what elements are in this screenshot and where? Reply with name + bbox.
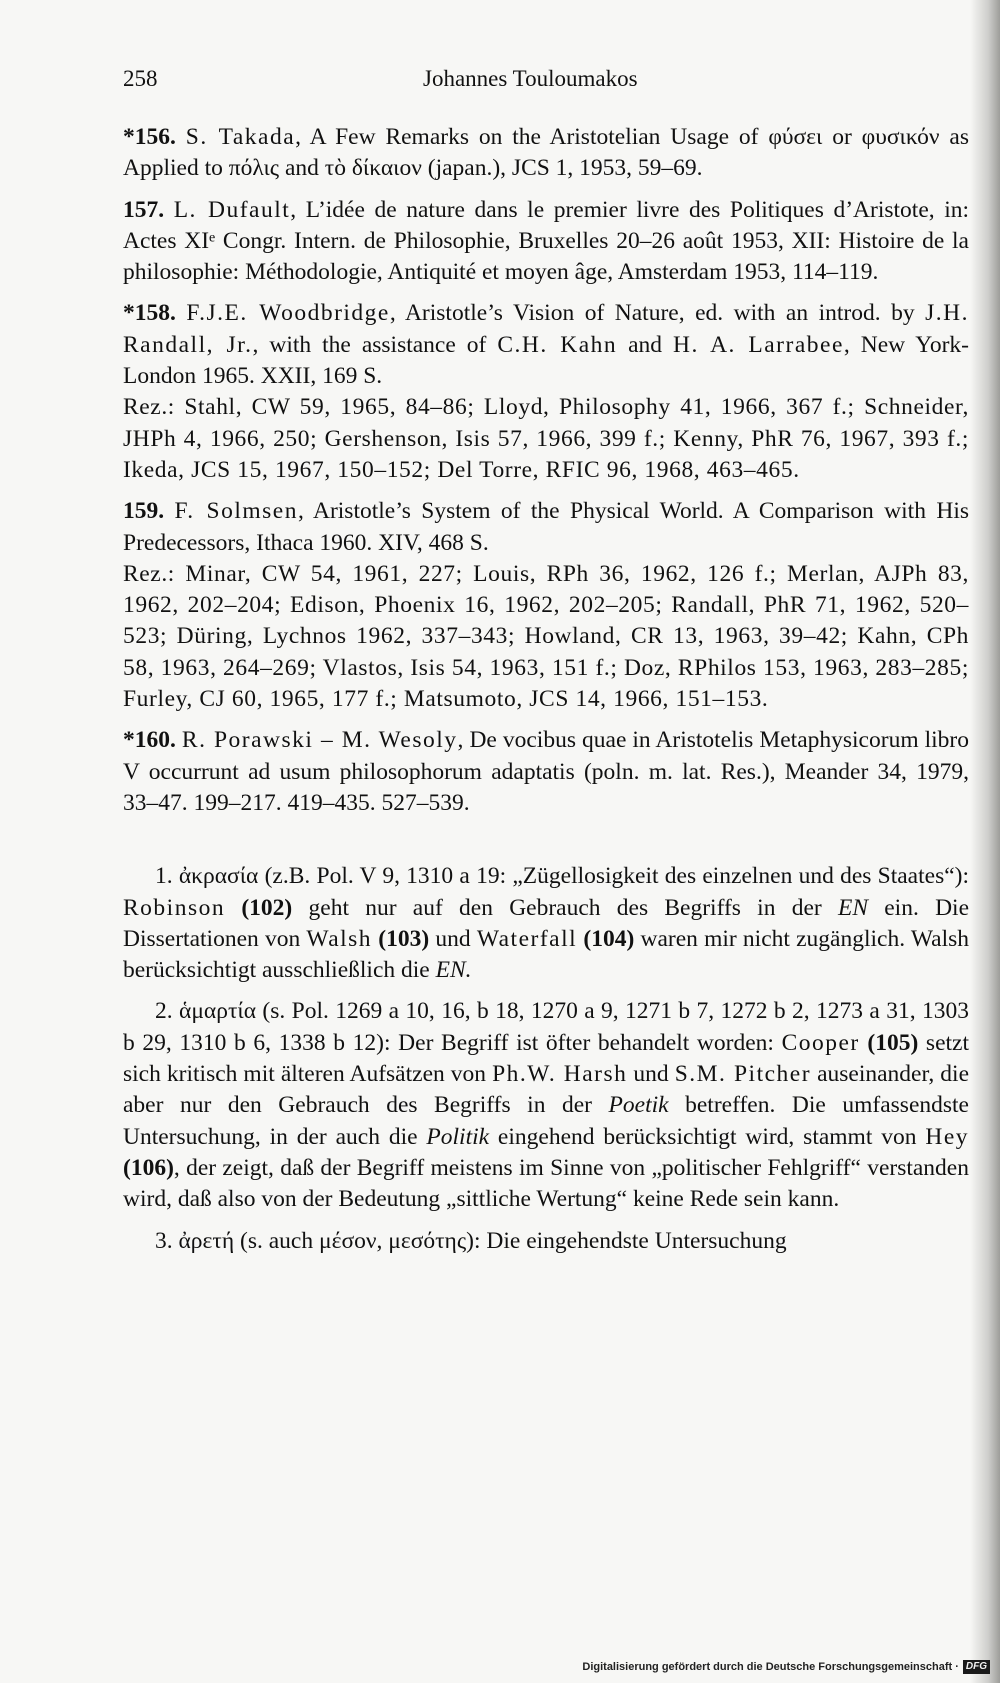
para-text: ein. Die Dissertationen von: [123, 894, 970, 952]
entry-number: 159.: [123, 498, 165, 525]
cited-author: Walsh: [306, 925, 373, 952]
entry-author: F. Solmsen: [174, 498, 298, 525]
entry-text: , Aristotle’s Vision of Nature, ed. with an introd. by: [389, 300, 926, 327]
work-title: EN: [837, 894, 868, 921]
bib-entry-159: [123, 496, 969, 559]
entry-reviews: Rez.: Stahl, CW 59, 1965, 84–86; Lloyd, Philosophy 41, 1966, 367 f.; Schneider, JHPh 4, 1966, 250; Gershenson, Isis 57, 1966, 399 f.; Kenny, PhR 76, 1967, 393 f.; Ikeda, JCS 15, 1967, 150–152; Del Torre, RFIC 96, 1968, 463–465.: [123, 394, 969, 483]
running-header: [123, 66, 973, 96]
ref-number: (103): [372, 925, 430, 952]
running-head-author: Johannes Touloumakos: [423, 66, 638, 91]
cited-author: Hey: [925, 1123, 970, 1150]
page-body: [123, 122, 969, 1267]
entry-text: and: [617, 331, 674, 358]
para-text: und: [429, 925, 477, 952]
entry-text: , De vocibus quae in Aristotelis Metaphysicorum libro V occurrunt ad usum philosophorum adaptatis (poln. m. lat. Res.), Meander 34, 1979, 33–47. 199–217. 419–435. 527–539.: [123, 727, 970, 816]
ref-number: (104): [577, 925, 635, 952]
para-text: 1. ἀκρασία (z.B. Pol. V 9, 1310 a 19: „Zügellosigkeit des einzelnen und des Staates“):: [155, 863, 969, 890]
entry-text: , A Few Remarks on the Aristotelian Usage of φύσει or φυσικόν as Applied to πόλις and τὸ δίκαιον (japan.), JCS 1, 1953, 59–69.: [123, 124, 970, 182]
commentary-paragraph-1: [123, 861, 969, 986]
para-text: 2. ἁμαρτία (s. Pol. 1269 a 10, 16, b 18, 1270 a 9, 1271 b 7, 1272 b 2, 1273 a 31, 1303 b 29, 1310 b 6, 1338 b 12): Der Begriff ist öfter behandelt worden:: [123, 998, 969, 1056]
entry-author: L. Dufault: [173, 196, 291, 223]
ref-number: (105): [859, 1029, 919, 1056]
entry-text: , L’idée de nature dans le premier livre des Politiques d’Aristote, in: Actes XIᵉ Congr. Intern. de Philosophie, Bruxelles 20–26 août 1953, XII: Histoire de la philosophie: Méthodologie, Antiquité et moyen âge, Amsterdam 1953, 114–119.: [123, 196, 969, 286]
entry-contributor: H. A. Larrabee: [673, 331, 844, 358]
digitization-credit: [582, 1659, 990, 1675]
cited-author: Robinson: [123, 894, 226, 921]
entry-author: R. Porawski – M. Wesoly: [181, 727, 458, 754]
bib-entry-156: [123, 122, 969, 185]
entry-author: F.J.E. Woodbridge: [186, 300, 390, 327]
work-title: EN.: [435, 957, 472, 984]
cited-author: Cooper: [781, 1029, 860, 1056]
para-text: geht nur auf den Gebrauch des Begriffs in der: [292, 894, 838, 921]
entry-number: *156.: [123, 124, 176, 150]
para-text: waren mir nicht zugänglich. Walsh berücksichtigt ausschließlich die: [123, 925, 970, 984]
ref-number: (102): [225, 894, 293, 921]
entry-text: , New York-London 1965. XXII, 169 S.: [123, 331, 969, 390]
dfg-logo: DFG: [963, 1660, 990, 1674]
work-title: Poetik: [608, 1092, 669, 1119]
entry-text: , with the assistance of: [252, 331, 498, 358]
entry-contributor: C.H. Kahn: [497, 331, 618, 358]
entry-number: 157.: [123, 196, 165, 223]
para-text: und: [627, 1061, 675, 1088]
commentary-paragraph-2: [123, 996, 969, 1215]
work-title: Politik: [426, 1123, 490, 1150]
para-text: auseinander, die aber nur den Gebrauch des Begriffs in der: [123, 1061, 970, 1119]
entry-number: *158.: [123, 300, 176, 327]
page-spine-shadow: [970, 0, 1000, 1683]
entry-text: , Aristotle’s System of the Physical World. A Comparison with His Predecessors, Ithaca 1960. XIV, 468 S.: [123, 498, 970, 556]
para-text: 3. ἀρετή (s. auch μέσον, μεσότης): Die eingehendste Untersuchung: [155, 1227, 787, 1254]
ref-number: (106): [123, 1154, 174, 1181]
page-number: 258: [123, 66, 158, 91]
para-text: eingehend berücksichtigt wird, stammt von: [489, 1123, 926, 1150]
cited-author: Ph.W. Harsh: [492, 1061, 628, 1088]
para-text: setzt sich kritisch mit älteren Aufsätzen von: [123, 1029, 969, 1088]
bib-entry-160: [123, 725, 969, 819]
cited-author: Waterfall: [476, 925, 578, 952]
entry-reviews: Rez.: Minar, CW 54, 1961, 227; Louis, RPh 36, 1962, 126 f.; Merlan, AJPh 83, 1962, 202–204; Edison, Phoenix 16, 1962, 202–205; Randall, PhR 71, 1962, 520–523; Düring, Lychnos 1962, 337–343; Howland, CR 13, 1963, 39–42; Kahn, CPh 58, 1963, 264–269; Vlastos, Isis 54, 1963, 151 f.; Doz, RPhilos 153, 1963, 283–285; Furley, CJ 60, 1965, 177 f.; Matsumoto, JCS 14, 1966, 151–153.: [123, 560, 969, 713]
bib-entry-157: [123, 195, 969, 289]
cited-author: S.M. Pitcher: [674, 1061, 812, 1088]
bib-entry-158: [123, 298, 969, 392]
entry-number: *160.: [123, 727, 176, 754]
entry-editor: J.H. Randall, Jr.: [123, 300, 970, 358]
credit-text: Digitalisierung gefördert durch die Deutsche Forschungsgemeinschaft ·: [582, 1661, 959, 1673]
para-text: betreffen. Die umfassendste Untersuchung, in der auch die: [123, 1092, 969, 1150]
commentary-paragraph-3: [123, 1226, 969, 1257]
para-text: , der zeigt, daß der Begriff meistens im Sinne von „politischer Fehlgriff“ verstanden wird, daß also von der Bedeutung „sittliche Wertung“ keine Rede sein kann.: [123, 1154, 969, 1213]
entry-author: S. Takada: [185, 124, 296, 150]
